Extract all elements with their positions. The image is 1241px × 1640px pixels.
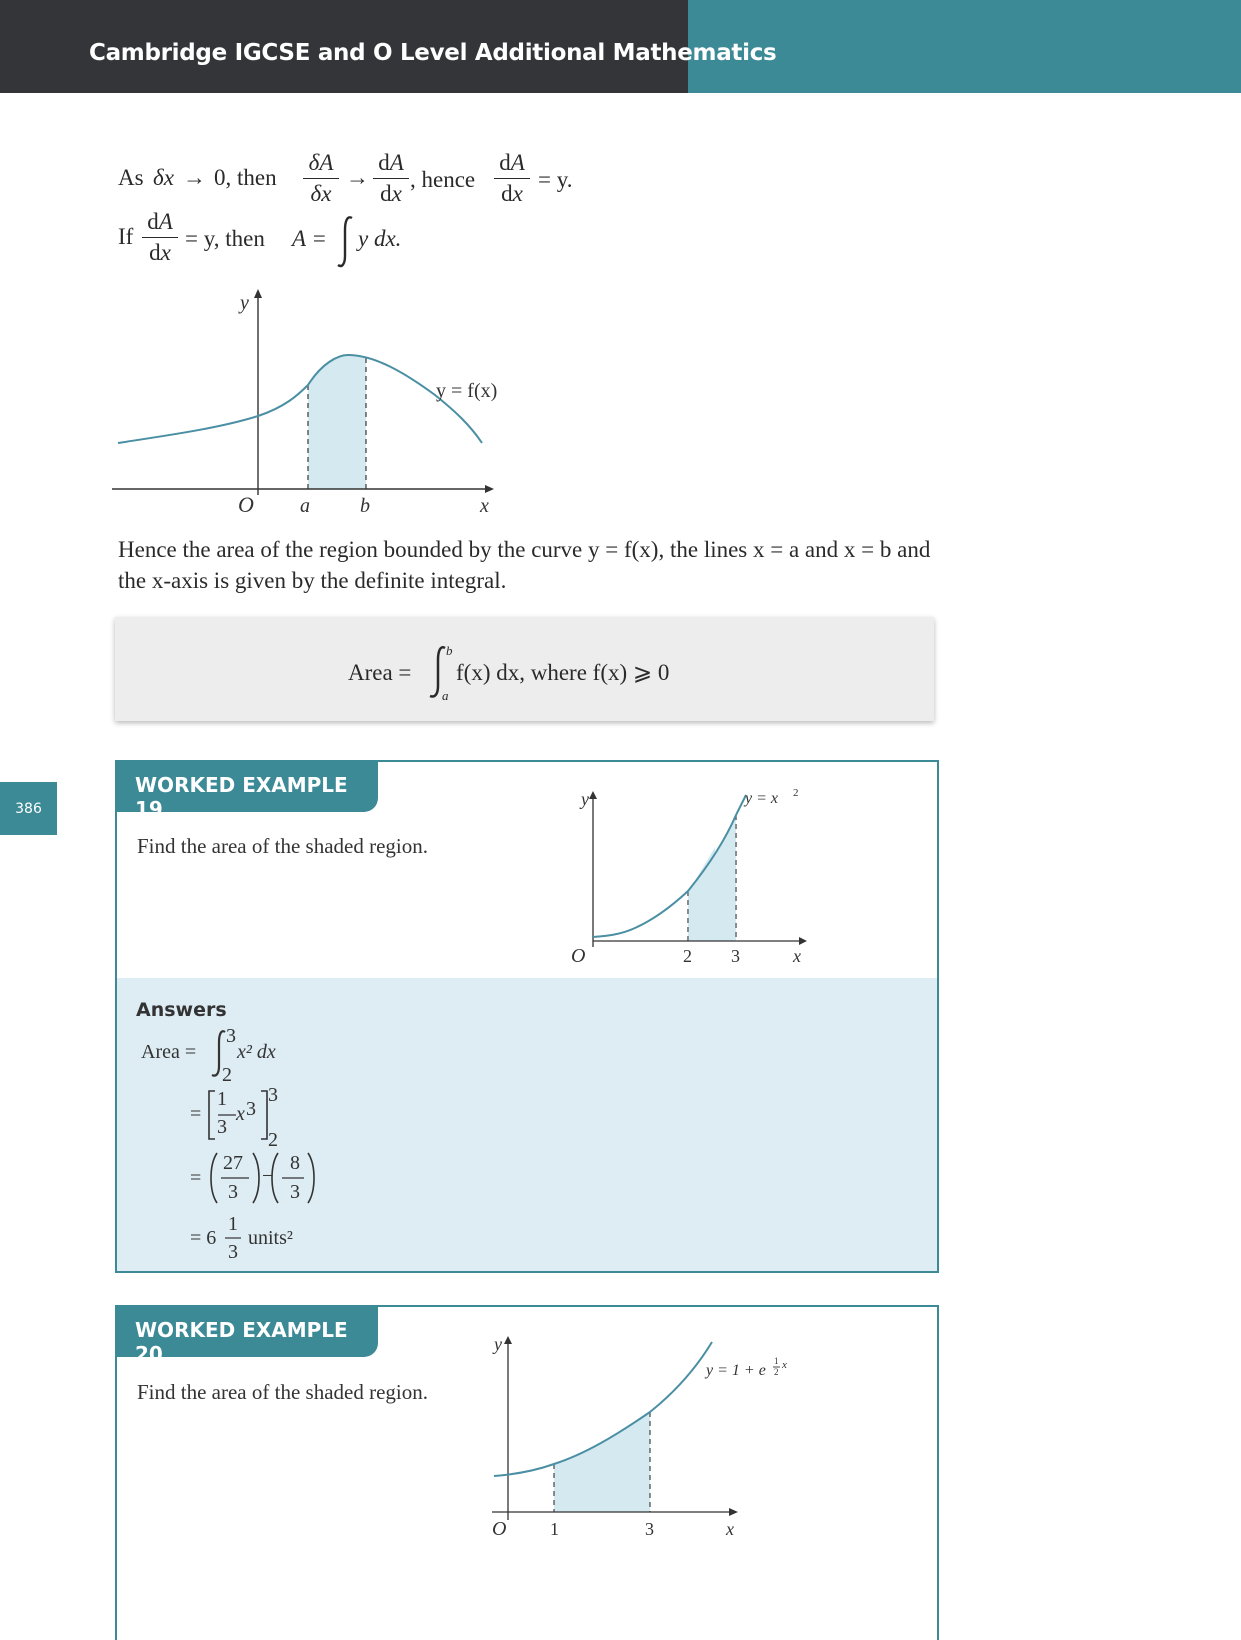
origin-label: O: [238, 492, 254, 517]
we20-graph: [480, 1330, 810, 1542]
we19-x-arrow: [799, 937, 807, 945]
step1-area-label: Area =: [141, 1041, 197, 1063]
step1-integrand: x² dx: [237, 1041, 276, 1063]
we20-tick-1: 1: [550, 1519, 559, 1539]
we20-origin: O: [492, 1518, 507, 1540]
we19-tick-3: 3: [731, 946, 740, 966]
we19-x-label: x: [793, 946, 801, 966]
formula-lower-limit: a: [442, 688, 449, 703]
we19-origin: O: [571, 945, 586, 967]
step2-var: x: [236, 1103, 245, 1125]
y-axis-arrow: [254, 289, 262, 298]
we20-question: Find the area of the shaded region.: [137, 1380, 428, 1404]
we19-curve-exponent: 2: [793, 787, 799, 799]
text-equals-y: = y.: [538, 167, 573, 192]
we20-exp-den: 2: [774, 1367, 779, 1377]
text-then: = y, then: [185, 226, 265, 251]
step3-den1: 3: [228, 1181, 238, 1203]
we20-x-label: x: [726, 1519, 734, 1539]
step3-den2: 3: [290, 1181, 300, 1203]
curve-f: [118, 355, 482, 443]
label-b: b: [360, 495, 370, 517]
explanation-paragraph: Hence the area of the region bounded by the curve y = f(x), the lines x = a and x = b and the x-axis is given by the definite integral.: [118, 537, 931, 593]
step2-den: 3: [217, 1116, 227, 1138]
fraction-dA-dx-1: dA dx: [373, 150, 409, 207]
x-axis-label: x: [480, 495, 489, 517]
text-hence: , hence: [410, 167, 476, 192]
fraction-dA-dx-2: dA dx: [494, 150, 530, 207]
shaded-region: [308, 355, 366, 489]
arrow-1: →: [183, 165, 206, 190]
arrow-2: →: [346, 165, 369, 190]
text-ydx: y dx.: [358, 226, 402, 251]
text-if: If: [118, 224, 134, 249]
fraction-dA-dx-delta: δA δx: [303, 150, 339, 207]
answers-heading: Answers: [136, 999, 227, 1021]
we19-graph: [565, 785, 820, 970]
text-as: As: [118, 165, 144, 190]
step2-exp: 3: [246, 1098, 256, 1120]
label-a: a: [300, 495, 310, 517]
delta-x: δx: [153, 165, 174, 190]
step4-den: 3: [228, 1241, 238, 1263]
we20-curve-label: y = 1 + e: [706, 1362, 766, 1379]
step2-lower: 2: [268, 1129, 278, 1151]
worked-example-20-tab: WORKED EXAMPLE 20: [115, 1305, 378, 1357]
we19-y-arrow: [589, 791, 597, 799]
integral-sign-1: [336, 214, 358, 270]
we20-exp-var: x: [782, 1359, 787, 1371]
step2-upper: 3: [268, 1084, 278, 1106]
we20-exp-num: 1: [774, 1356, 779, 1366]
step3-num1: 27: [223, 1152, 243, 1174]
step4-units: units²: [248, 1227, 293, 1249]
step2-equals: =: [190, 1103, 202, 1125]
we19-question: Find the area of the shaded region.: [137, 834, 428, 858]
step2-num: 1: [217, 1088, 227, 1110]
we19-y-label: y: [581, 789, 589, 809]
book-title: Cambridge IGCSE and O Level Additional Mathematics: [89, 40, 777, 66]
step1-upper: 3: [226, 1025, 236, 1047]
step1-lower: 2: [222, 1064, 232, 1086]
formula-integrand: f(x) dx, where f(x) ⩾ 0: [456, 660, 670, 685]
we19-curve-label: y = x: [745, 790, 778, 807]
formula-area-label: Area =: [348, 660, 412, 685]
step3-minus: −: [262, 1165, 274, 1187]
formula-upper-limit: b: [446, 643, 453, 658]
step4-equals-six: = 6: [190, 1227, 217, 1249]
fraction-dA-dx-3: dA dx: [142, 209, 178, 266]
graph-area-under-curve: [110, 285, 510, 520]
we19-shaded-fill: [688, 815, 736, 941]
x-axis-arrow: [485, 485, 494, 493]
we20-x-arrow: [729, 1508, 738, 1516]
we19-tick-2: 2: [683, 946, 692, 966]
we20-tick-3: 3: [645, 1519, 654, 1539]
text-zero-then: 0, then: [214, 165, 277, 190]
y-axis-label: y: [240, 292, 249, 314]
text-A-equals: A =: [292, 226, 327, 251]
we20-y-arrow: [504, 1336, 512, 1344]
step4-fraction-bar: [224, 1236, 242, 1240]
worked-example-19-tab: WORKED EXAMPLE 19: [115, 760, 378, 812]
curve-label: y = f(x): [436, 380, 498, 402]
we20-shaded-region: [554, 1412, 650, 1512]
step4-num: 1: [228, 1213, 238, 1235]
page-number: 386: [0, 782, 57, 835]
we20-y-label: y: [494, 1334, 502, 1354]
step3-equals: =: [190, 1167, 202, 1189]
step3-num2: 8: [290, 1152, 300, 1174]
